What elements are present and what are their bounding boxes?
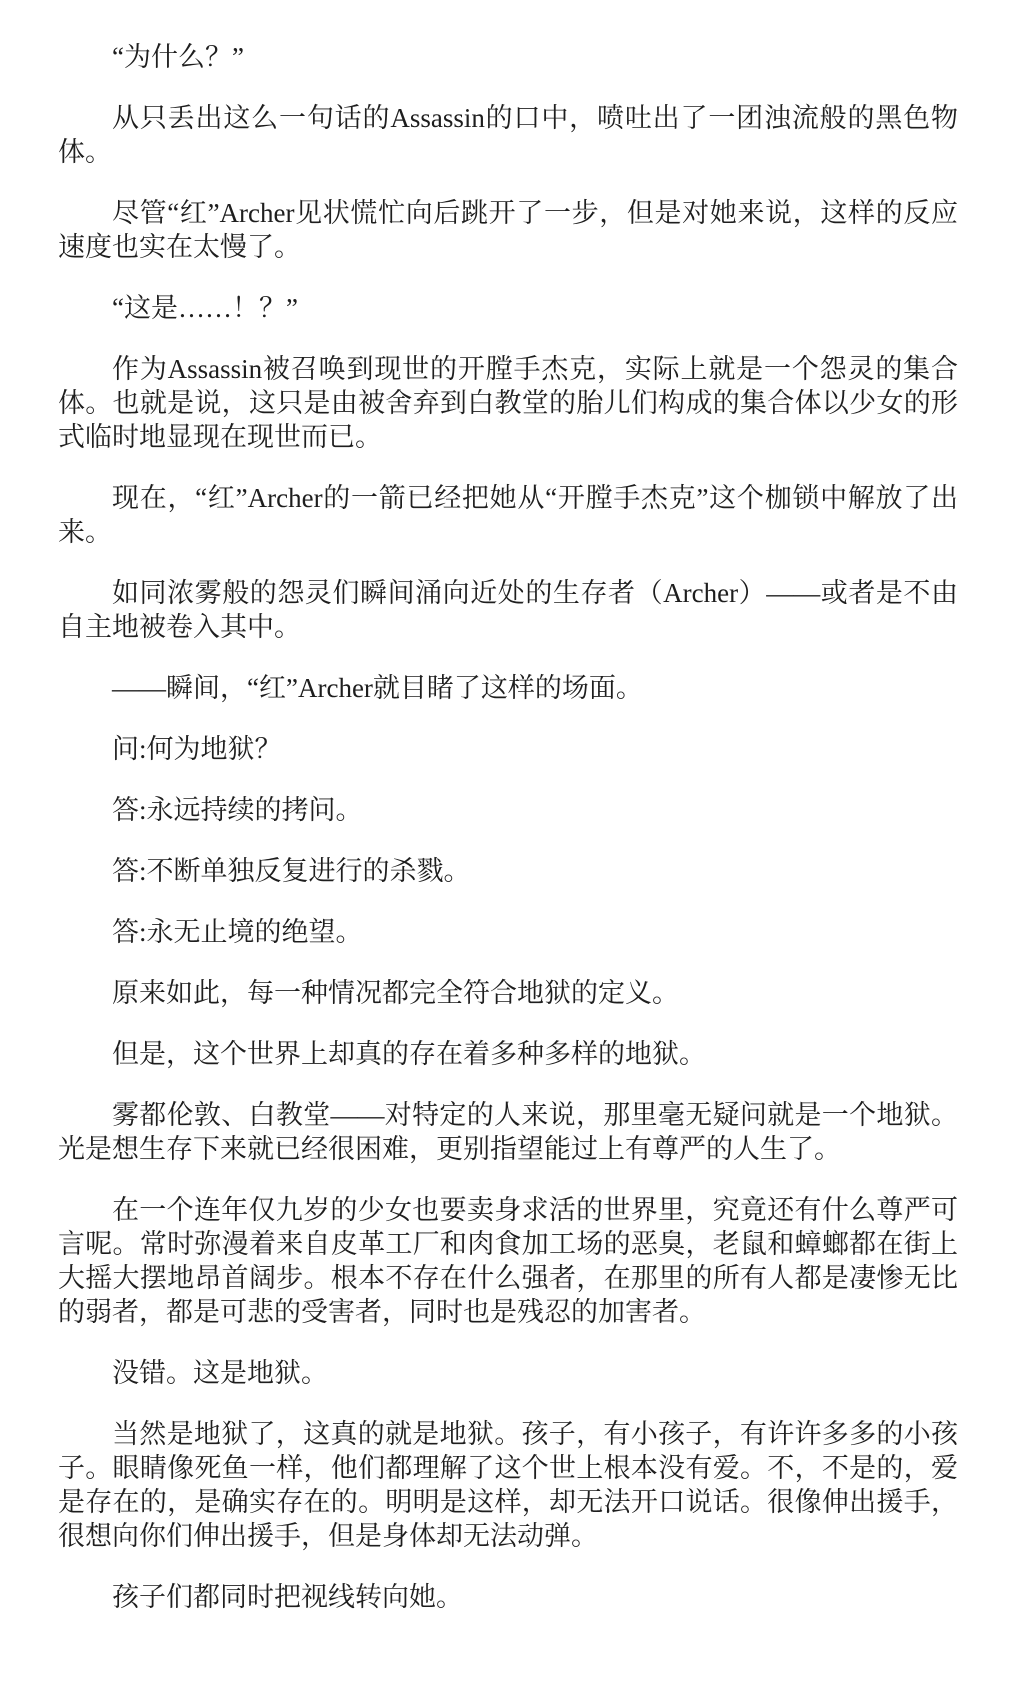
paragraph-question: 问:何为地狱？	[112, 734, 282, 764]
paragraph-answer: 答:不断单独反复进行的杀戮。	[112, 856, 471, 886]
paragraph-dialogue: “为什么？”	[112, 42, 244, 72]
paragraph: 从只丢出这么一句话的Assassin的口中，喷吐出了一团浊流般的黑色物体。	[58, 103, 958, 167]
paragraph: 当然是地狱了，这真的就是地狱。孩子，有小孩子，有许许多多的小孩子。眼睛像死鱼一样，他们都理解了这个世上根本没有爱。不，不是的，爱是存在的，是确实存在的。明明是这样，却无法开口说话。很像伸出援手，很想向你们伸出援手，但是身体却无法动弹。	[58, 1419, 958, 1551]
paragraph: 没错。这是地狱。	[112, 1358, 328, 1388]
paragraph-answer: 答:永远持续的拷问。	[112, 795, 363, 825]
paragraph: 尽管“红”Archer见状慌忙向后跳开了一步，但是对她来说，这样的反应速度也实在太慢了。	[58, 198, 958, 262]
paragraph: 孩子们都同时把视线转向她。	[112, 1582, 463, 1612]
paragraph: 但是，这个世界上却真的存在着多种多样的地狱。	[112, 1039, 706, 1069]
paragraph: 雾都伦敦、白教堂——对特定的人来说，那里毫无疑问就是一个地狱。光是想生存下来就已经很困难，更别指望能过上有尊严的人生了。	[58, 1100, 958, 1164]
paragraph-dialogue: “这是……！？”	[112, 293, 298, 323]
paragraph: 如同浓雾般的怨灵们瞬间涌向近处的生存者（Archer）——或者是不由自主地被卷入其中。	[58, 578, 958, 642]
paragraph: 现在，“红”Archer的一箭已经把她从“开膛手杰克”这个枷锁中解放了出来。	[58, 483, 958, 547]
paragraph-answer: 答:永无止境的绝望。	[112, 917, 363, 947]
paragraph: ——瞬间，“红”Archer就目睹了这样的场面。	[112, 673, 643, 703]
text-column	[58, 40, 958, 1614]
paragraph: 在一个连年仅九岁的少女也要卖身求活的世界里，究竟还有什么尊严可言呢。常时弥漫着来自皮革工厂和肉食加工场的恶臭，老鼠和蟑螂都在街上大摇大摆地昂首阔步。根本不存在什么强者，在那里的所有人都是凄惨无比的弱者，都是可悲的受害者，同时也是残忍的加害者。	[58, 1195, 958, 1327]
paragraph: 作为Assassin被召唤到现世的开膛手杰克，实际上就是一个怨灵的集合体。也就是说，这只是由被舍弃到白教堂的胎儿们构成的集合体以少女的形式临时地显现在现世而已。	[58, 354, 958, 452]
paragraph: 原来如此，每一种情况都完全符合地狱的定义。	[112, 978, 679, 1008]
